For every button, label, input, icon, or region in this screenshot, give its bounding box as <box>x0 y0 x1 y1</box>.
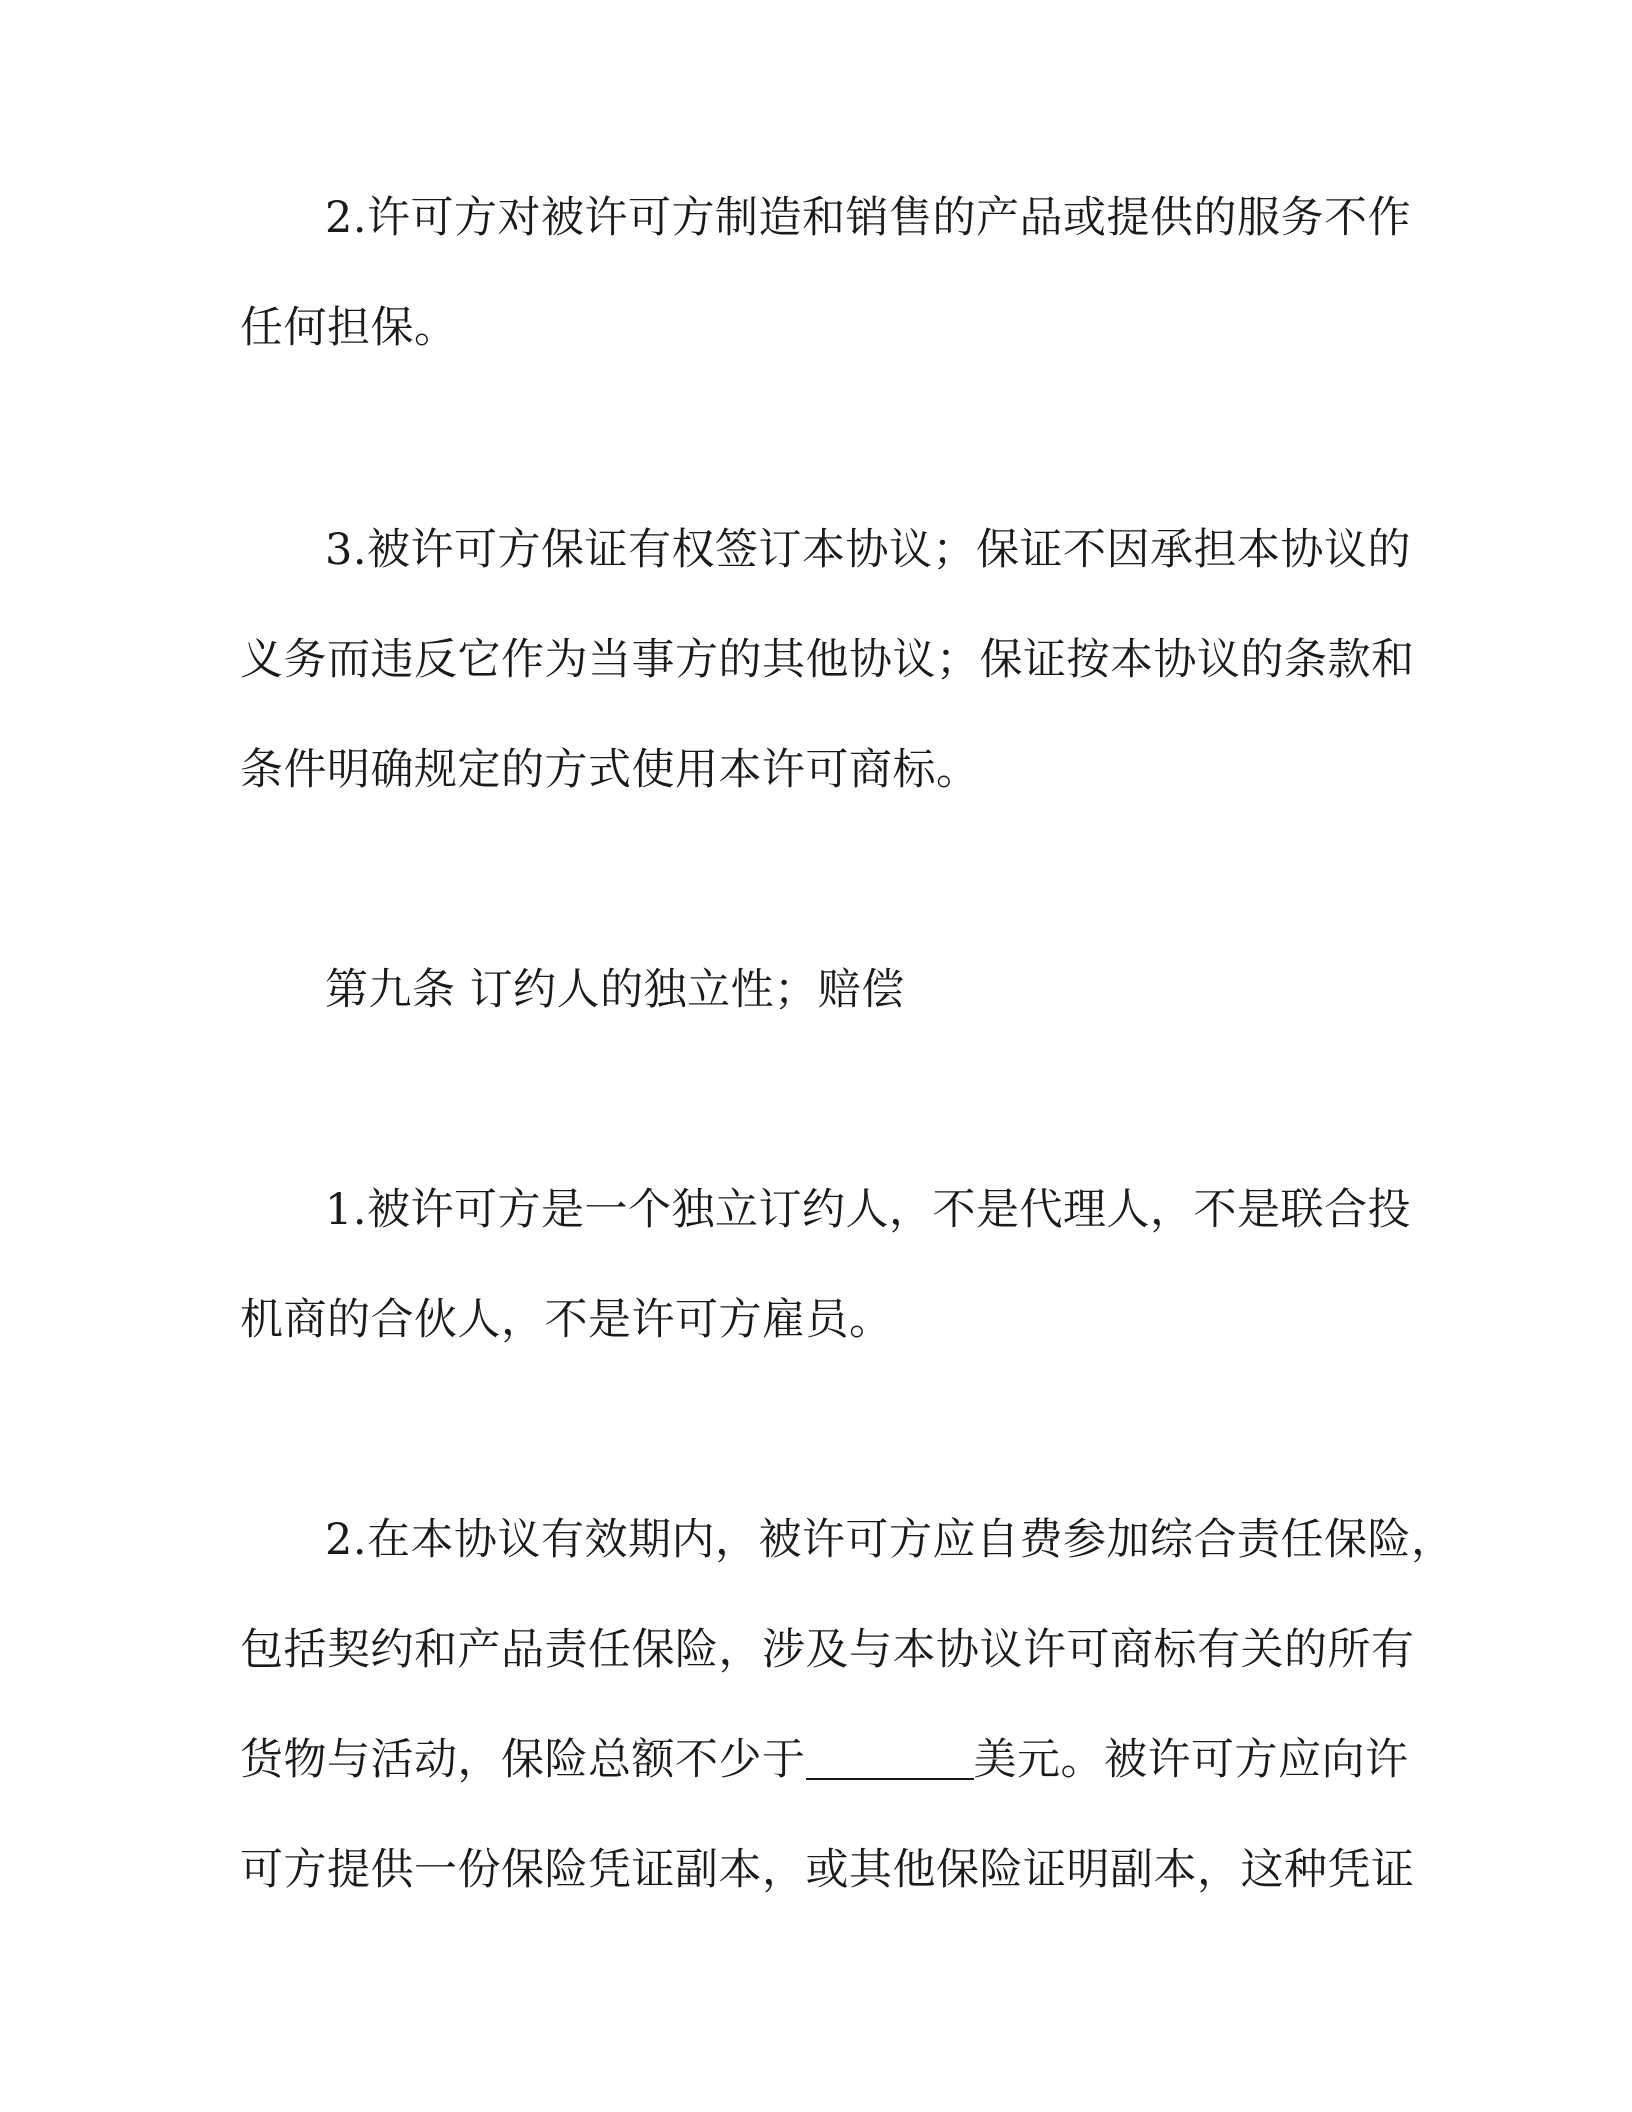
paragraph-line: 3.被许可方保证有权签订本协议；保证不因承担本协议的 <box>325 525 1412 575</box>
paragraph-line: 2.许可方对被许可方制造和销售的产品或提供的服务不作 <box>325 193 1412 243</box>
paragraph-line: 任何担保。 <box>240 303 458 353</box>
text-after-blank: 美元。被许可方应向许 <box>973 1735 1409 1785</box>
text-before-blank: 货物与活动，保险总额不少于 <box>240 1735 806 1785</box>
paragraph-line: 1.被许可方是一个独立订约人，不是代理人，不是联合投 <box>325 1185 1412 1235</box>
fill-in-blank <box>806 1734 974 1780</box>
paragraph-line: 2.在本协议有效期内，被许可方应自费参加综合责任保险， <box>325 1515 1455 1565</box>
paragraph-line: 可方提供一份保险凭证副本，或其他保险证明副本，这种凭证 <box>240 1845 1415 1895</box>
paragraph-line: 包括契约和产品责任保险，涉及与本协议许可商标有关的所有 <box>240 1625 1415 1675</box>
section-heading: 第九条 订约人的独立性；赔偿 <box>325 965 905 1015</box>
paragraph-line: 机商的合伙人，不是许可方雇员。 <box>240 1295 893 1345</box>
paragraph-line: 条件明确规定的方式使用本许可商标。 <box>240 745 980 795</box>
paragraph-line: 义务而违反它作为当事方的其他协议；保证按本协议的条款和 <box>240 635 1415 685</box>
paragraph-line-with-blank <box>240 1730 1409 1790</box>
